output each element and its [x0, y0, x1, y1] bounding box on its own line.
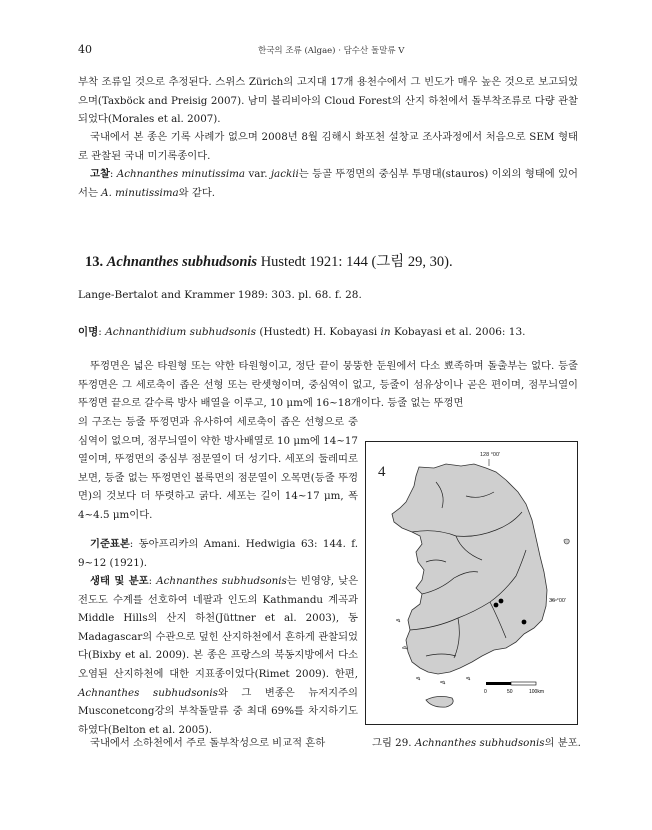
description-text: 뚜껑면은 넓은 타원형 또는 약한 타원형이고, 정단 끝이 뭉뚱한 둔원에서 다소 뾰족하며 돌출부는 없다. 등줄 뚜껑면은 그 세로축이 좁은 선형 또는 란셋형이며, 중심역이 없고, 등줄이 섬유상이나 곧은 편이며, 점무늬열이 뚜껑면 끝으로 갈수록 방사 배열을 이루고, 10 μm에 16~18개이다. 등줄 없는 뚜껑면 — [78, 360, 578, 410]
scale-label-100km: 100km — [529, 689, 545, 695]
intro-paragraph-1: 부착 조류일 것으로 추정된다. 스위스 Zürich의 고지대 17개 용천수에서 그 빈도가 매우 높은 것으로 보고되었으며(Taxböck and Preisig 2007). 남미 볼리비아의 Cloud Forest의 산지 하천에서 돌부착조류로 다량 관찰되었다(Morales et al. 2007). — [78, 76, 578, 126]
ecology-text-2: 와 그 변종은 뉴저지주의 Musconetcong강의 부착돌말류 중 최대 69%를 차지하기도 하였다(Belton et al. 2005). — [78, 686, 358, 736]
caption-prefix: 그림 29. — [372, 737, 415, 749]
korea-mainland — [392, 464, 547, 674]
map-longitude-label: 128 °00' — [480, 452, 501, 458]
occurrence-point — [499, 599, 504, 604]
section-number: 13. — [85, 254, 104, 270]
remark-species-3: A. minutissima — [101, 186, 179, 199]
synonym-ref: Kobayasi et al. 2006: 13. — [390, 326, 526, 338]
type-text: : 동아프리카의 Amani. Hedwigia 63: 144. f. 9~12 (1921). — [78, 538, 358, 569]
synonym-label: 이명 — [78, 326, 99, 338]
ecology-label: 생태 및 분포 — [90, 575, 149, 587]
ecology-species-1: Achnanthes subhudsonis — [156, 575, 287, 587]
synonym-line — [78, 324, 526, 339]
section-species: Achnanthes subhudsonis — [106, 254, 258, 270]
caption-species: Achnanthes subhudsonis — [414, 737, 545, 749]
description-continued: 의 구조는 등줄 뚜껑면과 유사하여 세로축이 좁은 선형으로 중심역이 없으며, 점무늬열이 약한 방사배열로 10 μm에 14~17열이며, 뚜껑면의 중심부 점문열이 더 성기다. 세포의 둘레띠로 보면, 등줄 없는 뚜껑면인 볼록면의 점문열이 오목면(등줄 뚜껑면)의 것보다 더 뚜렷하고 굵다. 세포는 길이 14~17 μm, 폭 4~4.5 μm이다. — [78, 416, 358, 521]
map-panel-number: 4 — [378, 464, 386, 480]
korea-paragraph — [78, 734, 358, 753]
occurrence-point — [494, 603, 499, 608]
ulleung-island — [564, 539, 569, 544]
remark-label: 고찰 — [90, 168, 110, 180]
synonym-colon: : — [98, 326, 106, 338]
occurrence-point — [522, 620, 527, 625]
scale-label-50: 50 — [507, 689, 513, 695]
type-label: 기준표본 — [90, 538, 130, 550]
intro-paragraph-2-text: 국내에서 본 종은 기록 사례가 없으며 2008년 8월 김해시 화포천 설창교 조사과정에서 처음으로 SEM 형태로 관찰된 국내 미기록종이다. — [78, 131, 578, 162]
reference-lange: Lange-Bertalot and Krammer 1989: 303. pl. 68. f. 28. — [78, 289, 362, 301]
description-paragraph — [78, 357, 578, 413]
remark-paragraph — [78, 165, 578, 202]
jeju-island — [426, 696, 453, 707]
synonym-in: in — [380, 326, 391, 338]
remark-species-2: jackii — [270, 168, 299, 180]
remark-species-1: Achnanthes minutissima — [116, 168, 246, 180]
type-specimen — [78, 535, 358, 572]
section-authority: Hustedt 1921: 144 (그림 29, 30). — [257, 254, 453, 270]
section-heading — [85, 250, 453, 271]
synonym-author: (Hustedt) H. Kobayasi — [256, 326, 381, 338]
distribution-map — [365, 441, 578, 725]
korea-text: 국내에서 소하천에서 주로 돌부착성으로 비교적 흔하 — [90, 737, 326, 749]
intro-paragraph-2 — [78, 128, 578, 165]
synonym-species: Achnanthidium subhudsonis — [105, 326, 257, 338]
figure-caption — [372, 734, 581, 749]
ecology-species-2: Achnanthes subhudsonis — [78, 686, 218, 699]
map-latitude-label: 36 °00' — [549, 598, 567, 604]
running-title: 한국의 조류 (Algae) · 담수산 돌말류 V — [258, 46, 405, 56]
remark-end: 와 같다. — [178, 186, 216, 199]
ecology-colon: : — [148, 575, 157, 587]
caption-suffix: 의 분포. — [544, 737, 581, 749]
scale-label-0: 0 — [484, 689, 487, 695]
korea-map-svg — [366, 442, 577, 724]
ecology-text-1: 는 빈영양, 낮은 전도도 수계를 선호하여 네팔과 인도의 Kathmandu 계곡과 Middle Hills의 산지 하천(Jüttner et al. 2003), 동 Madagascar의 수관으로 덮힌 산지하천에서 흔하게 관찰되었다(Bixby et al. 2009). 본 종은 프랑스의 북동지방에서 다소 오염된 산지하천에 대한 지표종이었다(Rimet 2009). 한편, — [78, 575, 359, 680]
remark-colon: : — [109, 168, 117, 180]
remark-text: 는 등골 뚜껑면의 중심부 투명대(stauros) 이외의 형태에 있어서는 — [78, 168, 578, 199]
scale-bar — [484, 682, 544, 695]
page-number: 40 — [78, 43, 92, 56]
remark-var: var. — [245, 168, 271, 180]
ecology-paragraph — [78, 572, 358, 739]
